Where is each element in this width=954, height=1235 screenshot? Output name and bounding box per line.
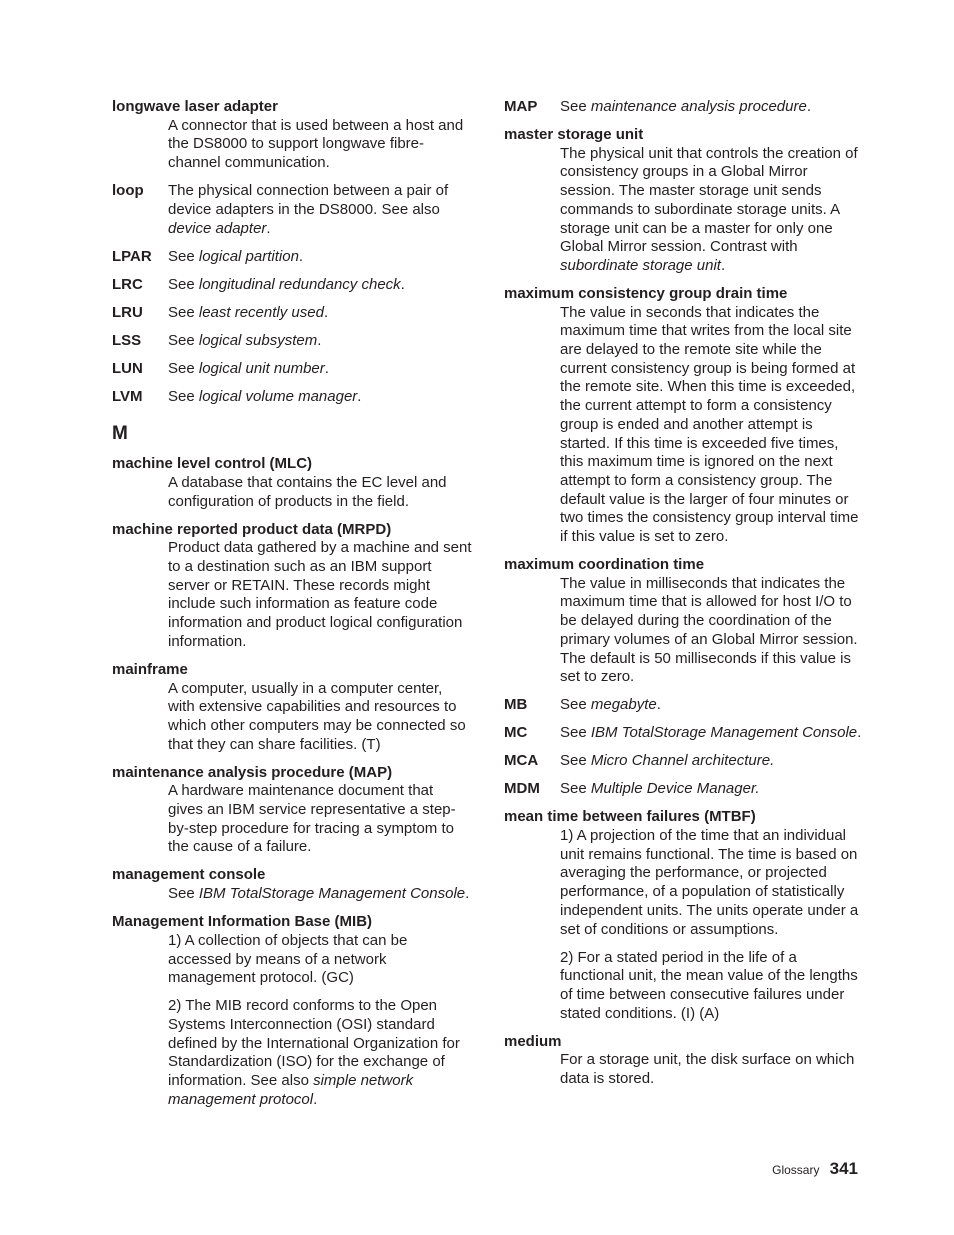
glossary-entry — [504, 808, 864, 1023]
cross-reference-term: device adapter — [168, 219, 267, 237]
definition-paragraph — [168, 276, 472, 295]
glossary-definition — [560, 98, 864, 117]
glossary-entry — [112, 913, 472, 1109]
definition-text: . — [266, 219, 271, 237]
glossary-entry — [112, 332, 472, 351]
definition-paragraph — [560, 1051, 864, 1088]
definition-text: . — [465, 885, 470, 903]
glossary-term: LUN — [112, 359, 143, 377]
definition-paragraph — [560, 827, 864, 939]
glossary-term: longwave laser adapter — [112, 98, 278, 115]
definition-text: . — [357, 387, 362, 405]
glossary-entry — [504, 285, 864, 547]
glossary-definition — [168, 182, 472, 238]
definition-text: A computer, usually in a computer center, with extensive capabilities and resources to which other computers may be connected so that they can share facilities. (T) — [168, 679, 466, 753]
cross-reference-term: Multiple Device Manager. — [590, 780, 760, 798]
definition-text: A connector that is used between a host and the DS8000 to support longwave fibre-channel communication. — [168, 116, 464, 172]
glossary-term: maximum coordination time — [504, 556, 705, 574]
section-letter-heading: M — [112, 423, 128, 445]
definition-text: The physical unit that controls the creation of consistency groups in a Global Mirror session. The master storage unit sends commands to subordinate storage units. A storage unit can be a master for only one Global Mirror session. Contrast with — [560, 144, 858, 256]
definition-paragraph — [168, 997, 472, 1109]
glossary-definition — [168, 248, 472, 267]
glossary-term: MB — [504, 696, 528, 714]
glossary-term: MC — [504, 724, 528, 742]
glossary-entry — [504, 724, 864, 743]
definition-paragraph — [168, 304, 472, 323]
page-footer — [772, 1160, 858, 1180]
definition-text: 1) A projection of the time that an individual unit remains functional. The time is based on averaging the performance, or projected performance, of a population of statistically independent units. The units operate under a set of conditions or assumptions. — [560, 826, 859, 938]
glossary-definition — [560, 1051, 864, 1088]
definition-paragraph — [168, 117, 472, 173]
definition-paragraph — [560, 145, 864, 276]
glossary-term: medium — [504, 1032, 562, 1050]
glossary-definition — [168, 932, 472, 1110]
glossary-entry — [112, 521, 472, 652]
cross-reference-term: logical unit number — [198, 359, 325, 377]
definition-text: . — [313, 1090, 318, 1108]
definition-text: See — [168, 359, 199, 377]
glossary-definition — [168, 332, 472, 351]
cross-reference-term: least recently used — [198, 303, 324, 321]
definition-text: . — [720, 256, 726, 274]
glossary-term: LSS — [112, 331, 142, 349]
cross-reference-term: logical partition — [198, 247, 299, 265]
definition-paragraph — [560, 949, 864, 1024]
footer-section-label: Glossary — [772, 1163, 820, 1177]
glossary-definition — [168, 117, 472, 173]
definition-text: 2) For a stated period in the life of a functional unit, the mean value of the lengths of time between consecutive failures under stated conditions. (I) (A) — [560, 948, 858, 1022]
glossary-definition — [168, 474, 472, 511]
glossary-entries-l — [112, 98, 472, 406]
definition-paragraph — [168, 932, 472, 988]
glossary-entry — [112, 276, 472, 295]
cross-reference-term: Micro Channel architecture. — [590, 752, 775, 770]
glossary-term: LRU — [112, 303, 143, 321]
cross-reference-term: IBM TotalStorage Management Console — [198, 885, 466, 903]
definition-paragraph — [168, 388, 472, 407]
glossary-definition — [560, 304, 864, 547]
glossary-entry — [504, 696, 864, 715]
glossary-entry — [504, 752, 864, 771]
glossary-right-column — [504, 98, 864, 1098]
definition-text: . — [298, 247, 304, 265]
glossary-definition — [168, 539, 472, 651]
cross-reference-term: longitudinal redundancy check — [198, 275, 401, 293]
definition-text: . — [857, 724, 862, 742]
definition-text: 2) The MIB record conforms to the Open Systems Interconnection (OSI) standard defined by the International Organization for Standardization (ISO) for the exchange of information. See also — [168, 997, 460, 1090]
definition-text: The physical connection between a pair of device adapters in the DS8000. See also — [168, 182, 449, 218]
definition-paragraph — [168, 680, 472, 755]
glossary-term: LPAR — [112, 247, 152, 265]
cross-reference-term: logical volume manager — [198, 387, 358, 405]
glossary-entry — [504, 780, 864, 799]
glossary-definition — [560, 575, 864, 687]
definition-text: See — [560, 696, 591, 714]
definition-text: For a storage unit, the disk surface on which data is stored. — [560, 1051, 855, 1088]
cross-reference-term: logical subsystem — [198, 331, 318, 349]
definition-text: . — [656, 696, 661, 714]
page-number: 341 — [829, 1159, 858, 1178]
definition-paragraph — [168, 782, 472, 857]
definition-paragraph — [560, 752, 864, 771]
glossary-entry — [504, 126, 864, 276]
definition-paragraph — [560, 780, 864, 799]
definition-text: A database that contains the EC level and configuration of products in the field. — [168, 473, 447, 510]
definition-text: . — [324, 359, 329, 377]
glossary-definition — [168, 885, 472, 904]
glossary-entry — [112, 866, 472, 903]
glossary-entry — [112, 98, 472, 173]
definition-paragraph — [560, 575, 864, 687]
glossary-definition — [168, 360, 472, 379]
glossary-entry — [112, 764, 472, 858]
glossary-term: maximum consistency group drain time — [504, 284, 788, 302]
definition-text: 1) A collection of objects that can be accessed by means of a network management protocol. (GC) — [168, 931, 408, 987]
glossary-entry — [112, 304, 472, 323]
definition-paragraph — [168, 360, 472, 379]
cross-reference-term: megabyte — [590, 696, 657, 714]
definition-paragraph — [168, 885, 472, 904]
definition-text: See — [168, 303, 199, 321]
glossary-entry — [112, 182, 472, 238]
glossary-entry — [504, 556, 864, 687]
glossary-entries-m — [112, 455, 472, 1109]
glossary-term: management console — [112, 866, 266, 884]
definition-text: The value in milliseconds that indicates the maximum time that is allowed for host I/O to be delayed during the coordination of the primary volumes of an Global Mirror session. The default is 50 milliseconds if this value is set to zero. — [560, 574, 858, 686]
definition-paragraph — [560, 98, 864, 117]
glossary-term: maintenance analysis procedure (MAP) — [112, 763, 393, 781]
glossary-definition — [560, 827, 864, 1023]
glossary-term: mean time between failures (MTBF) — [504, 808, 756, 826]
definition-text: . — [317, 331, 322, 349]
definition-text: See — [560, 752, 591, 770]
definition-text: See — [168, 331, 199, 349]
definition-paragraph — [168, 539, 472, 651]
definition-text: Product data gathered by a machine and sent to a destination such as an IBM support server or RETAIN. These records might include such information as feature code information and product logical configuration information. — [168, 539, 472, 650]
cross-reference-term: maintenance analysis procedure — [590, 98, 807, 115]
definition-text: . — [323, 303, 329, 321]
glossary-entry — [112, 248, 472, 267]
glossary-term: MDM — [504, 780, 540, 798]
definition-text: See — [560, 98, 591, 115]
glossary-definition — [168, 782, 472, 857]
glossary-term: mainframe — [112, 660, 188, 678]
cross-reference-term: subordinate storage unit — [560, 256, 721, 274]
glossary-term: machine reported product data (MRPD) — [112, 520, 392, 538]
glossary-term: MAP — [504, 98, 538, 115]
glossary-entries-m-continued — [504, 98, 864, 1089]
glossary-term: LRC — [112, 275, 143, 293]
definition-paragraph — [168, 182, 472, 238]
definition-text: . — [806, 98, 811, 115]
glossary-definition — [168, 276, 472, 295]
glossary-term: loop — [112, 182, 144, 200]
definition-text: See — [168, 247, 199, 265]
glossary-definition — [168, 388, 472, 407]
definition-paragraph — [560, 304, 864, 547]
glossary-entry — [504, 1033, 864, 1089]
definition-text: See — [168, 275, 199, 293]
glossary-entry — [112, 388, 472, 407]
definition-text: The value in seconds that indicates the maximum time that writes from the local site are delayed to the remote site while the current consistency group is being formed at the remote site. When this time is exceeded, the current attempt to form a consistency group is ended and another attempt is started. If this time is exceeded five times, this maximum time is ignored on the next attempt to form a consistency group. The default value is the larger of four minutes or two times the consistency group interval time if this value is set to zero. — [560, 303, 859, 546]
definition-text: See — [168, 885, 199, 903]
glossary-term: machine level control (MLC) — [112, 455, 313, 473]
glossary-definition — [560, 752, 864, 771]
glossary-entry — [112, 360, 472, 379]
definition-paragraph — [560, 724, 864, 743]
glossary-entry — [112, 661, 472, 755]
glossary-term: MCA — [504, 752, 539, 770]
definition-paragraph — [560, 696, 864, 715]
glossary-definition — [560, 145, 864, 276]
glossary-entry — [112, 455, 472, 511]
glossary-term: master storage unit — [504, 126, 644, 143]
glossary-left-column — [112, 98, 472, 1119]
definition-paragraph — [168, 474, 472, 511]
cross-reference-term: IBM TotalStorage Management Console — [590, 724, 858, 742]
glossary-entry — [504, 98, 864, 117]
glossary-term: Management Information Base (MIB) — [112, 913, 373, 931]
glossary-definition — [560, 696, 864, 715]
definition-paragraph — [168, 248, 472, 267]
glossary-definition — [560, 780, 864, 799]
glossary-definition — [168, 304, 472, 323]
definition-text: A hardware maintenance document that gives an IBM service representative a step-by-step procedure for tracing a symptom to the cause of a failure. — [168, 782, 456, 856]
definition-text: See — [560, 724, 591, 742]
definition-text: See — [168, 387, 199, 405]
definition-text: . — [400, 275, 405, 293]
glossary-definition — [560, 724, 864, 743]
definition-text: See — [560, 780, 591, 798]
glossary-definition — [168, 680, 472, 755]
cross-reference-term: simple network management protocol — [168, 1072, 414, 1108]
glossary-term: LVM — [112, 387, 143, 405]
definition-paragraph — [168, 332, 472, 351]
